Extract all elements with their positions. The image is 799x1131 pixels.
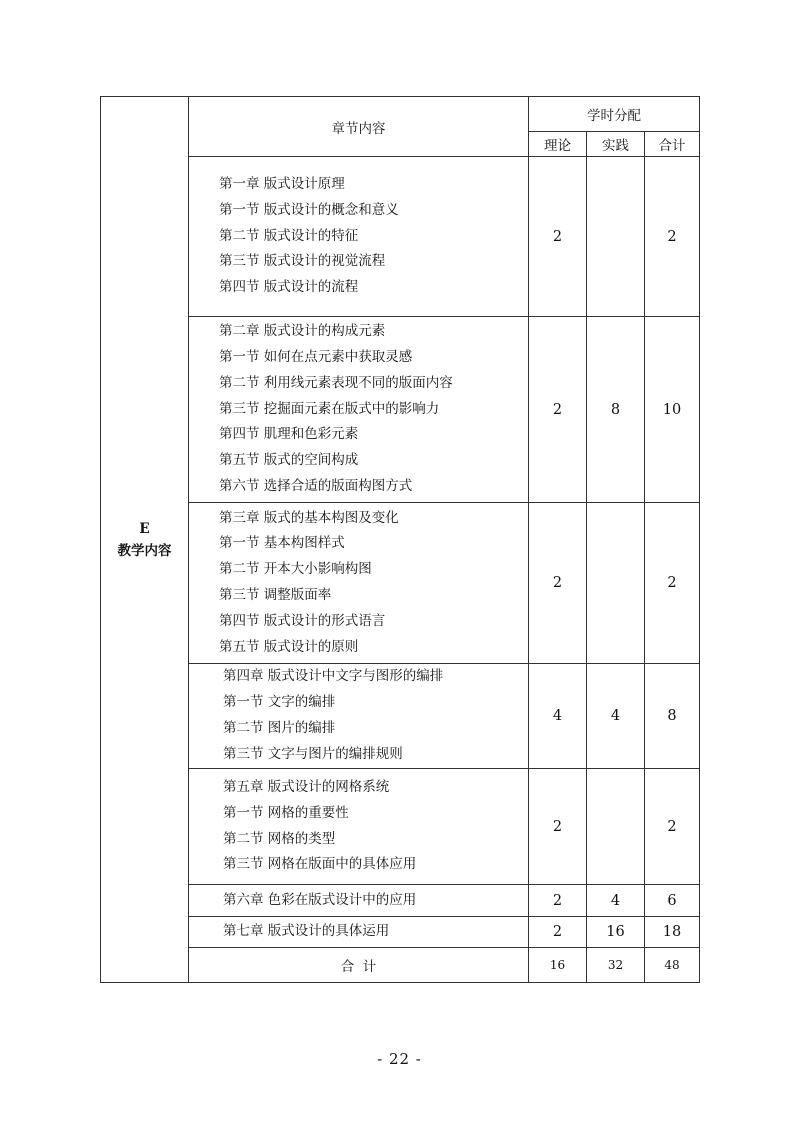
section-line: 第一节 网格的重要性 (223, 804, 349, 821)
practice-hours: 16 (587, 917, 645, 948)
total-hours: 2 (645, 157, 700, 317)
section-line: 第一节 如何在点元素中获取灵感 (219, 349, 413, 365)
chapter-row (101, 917, 700, 948)
totals-label: 合 计 (189, 948, 529, 983)
section-line: 第一节 基本构图样式 (219, 535, 345, 552)
practice-hours: 4 (587, 885, 645, 917)
chapter-line: 第五章 版式设计的网格系统 (223, 778, 390, 795)
chapter-content (189, 885, 529, 917)
section-line: 第三节 调整版面率 (219, 587, 332, 603)
totals-total: 48 (645, 948, 700, 983)
chapter-content (189, 917, 529, 948)
totals-row (101, 948, 700, 983)
total-hours: 10 (645, 317, 700, 503)
chapter-line: 第一章 版式设计原理 (219, 176, 345, 192)
practice-hours (587, 503, 645, 664)
section-line: 第二节 版式设计的特征 (219, 227, 359, 244)
total-hours: 8 (645, 664, 700, 769)
theory-header: 理论 (529, 132, 587, 157)
practice-header: 实践 (587, 132, 645, 157)
theory-hours: 2 (529, 917, 587, 948)
section-line: 第一节 文字的编排 (223, 694, 336, 711)
theory-hours: 2 (529, 885, 587, 917)
theory-hours: 4 (529, 664, 587, 769)
chapter-content (189, 664, 529, 769)
side-label-cell (101, 97, 189, 983)
section-line: 第二节 图片的编排 (223, 720, 336, 736)
section-line: 第五节 版式设计的原则 (219, 638, 359, 655)
chapter-content (189, 157, 529, 317)
total-hours: 2 (645, 503, 700, 664)
chapter-line: 第七章 版式设计的具体运用 (223, 923, 390, 940)
section-line: 第四节 版式设计的流程 (219, 279, 359, 296)
practice-hours: 4 (587, 664, 645, 769)
section-line: 第四节 版式设计的形式语言 (219, 612, 386, 629)
syllabus-table (100, 96, 700, 983)
section-line: 第二节 开本大小影响构图 (219, 561, 372, 578)
chapter-row (101, 664, 700, 769)
section-line: 第一节 版式设计的概念和意义 (219, 201, 399, 218)
chapter-line: 第四章 版式设计中文字与图形的编排 (223, 668, 444, 685)
section-line: 第二节 网格的类型 (223, 830, 336, 847)
total-hours: 18 (645, 917, 700, 948)
theory-hours: 2 (529, 157, 587, 317)
chapter-row (101, 317, 700, 503)
chapter-content (189, 769, 529, 885)
theory-hours: 2 (529, 769, 587, 885)
section-line: 第二节 利用线元素表现不同的版面内容 (219, 374, 453, 391)
totals-theory: 16 (529, 948, 587, 983)
chapter-content (189, 317, 529, 503)
section-line: 第三节 文字与图片的编排规则 (223, 745, 403, 762)
practice-hours (587, 769, 645, 885)
chapter-row (101, 157, 700, 317)
hours-allocation-header: 学时分配 (529, 97, 700, 132)
section-line: 第六节 选择合适的版面构图方式 (219, 477, 413, 494)
chapter-row (101, 769, 700, 885)
chapter-line: 第六章 色彩在版式设计中的应用 (223, 891, 417, 908)
chapter-row (101, 885, 700, 917)
practice-hours: 8 (587, 317, 645, 503)
section-line: 第四节 肌理和色彩元素 (219, 426, 359, 443)
theory-hours: 2 (529, 503, 587, 664)
chapter-line: 第三章 版式的基本构图及变化 (219, 509, 399, 526)
chapter-row (101, 503, 700, 664)
chapter-content (189, 503, 529, 664)
chapter-content-header: 章节内容 (189, 97, 529, 157)
totals-practice: 32 (587, 948, 645, 983)
chapter-line: 第二章 版式设计的构成元素 (219, 323, 386, 340)
header-row-1 (101, 97, 700, 132)
section-line: 第三节 网格在版面中的具体应用 (223, 856, 417, 873)
section-line: 第三节 版式设计的视觉流程 (219, 253, 386, 270)
page-number: - 22 - (377, 1050, 422, 1068)
theory-hours: 2 (529, 317, 587, 503)
side-label-code: E (139, 520, 150, 537)
total-hours: 6 (645, 885, 700, 917)
side-label-title: 教学内容 (117, 542, 172, 559)
practice-hours (587, 157, 645, 317)
section-line: 第三节 挖掘面元素在版式中的影响力 (219, 400, 440, 417)
total-hours: 2 (645, 769, 700, 885)
total-header: 合计 (645, 132, 700, 157)
section-line: 第五节 版式的空间构成 (219, 452, 359, 469)
